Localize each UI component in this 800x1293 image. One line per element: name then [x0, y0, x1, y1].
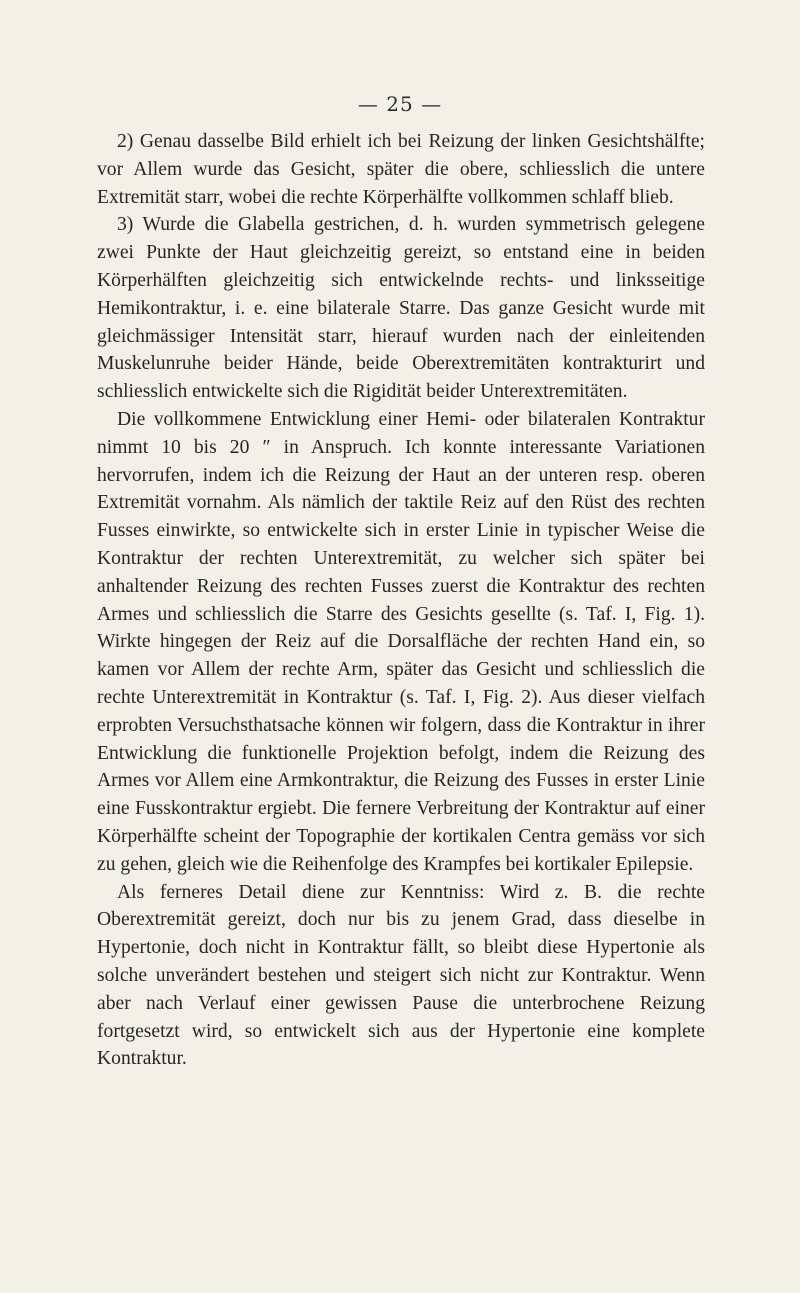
paragraph-4: Als ferneres Detail diene zur Kenntniss: Wird z. B. die rechte Oberextremität gereizt, doch nur bis zu jenem Grad, dass dieselbe in Hypertonie, doch nicht in Kontraktur fällt, so bleibt diese Hypertonie als solche unverändert bestehen und steigert sich nicht zur Kontraktur. Wenn aber nach Verlauf einer gewissen Pause die unterbrochene Reizung fortgesetzt wird, so entwickelt sich aus der Hypertonie eine komplete Kontraktur.: [97, 881, 705, 1070]
paragraph-3: Die vollkommene Entwicklung einer Hemi- oder bilateralen Kontraktur nimmt 10 bis 20 ″ in Anspruch. Ich konnte interessante Variationen hervorrufen, indem ich die Reizung der Haut an der unteren resp. oberen Extremität vornahm. Als nämlich der taktile Reiz auf den Rüst des rechten Fusses einwirkte, so entwickelte sich in erster Linie in typischer Weise die Kontraktur der rechten Unterextremität, zu welcher sich später bei anhaltender Reizung des rechten Fusses zuerst die Kontraktur des rechten Armes und schliesslich die Starre des Gesichts gesellte (s. Taf. I, Fig. 1). Wirkte hingegen der Reiz auf die Dorsalfläche der rechten Hand ein, so kamen vor Allem der rechte Arm, später das Gesicht und schliesslich die rechte Unterextremität in Kontraktur (s. Taf. I, Fig. 2). Aus dieser vielfach erprobten Versuchsthatsache können wir folgern, dass die Kontraktur in ihrer Entwicklung die funktionelle Projektion befolgt, indem die Reizung des Armes vor Allem eine Armkontraktur, die Reizung des Fusses in erster Linie eine Fusskontraktur ergiebt. Die fernere Verbreitung der Kontraktur auf einer Körperhälfte scheint der Topographie der kortikalen Centra gemäss vor sich zu gehen, gleich wie die Reihenfolge des Krampfes bei kortikaler Epilepsie.: [97, 408, 705, 875]
paragraph-2: 3) Wurde die Glabella gestrichen, d. h. wurden symmetrisch gelegene zwei Punkte der Haut gleichzeitig gereizt, so entstand eine in beiden Körperhälften gleichzeitig sich entwickelnde rechts- und linksseitige Hemikontraktur, i. e. eine bilaterale Starre. Das ganze Gesicht wurde mit gleichmässiger Intensität starr, hierauf wurden nach der einleitenden Muskelunruhe beider Hände, beide Oberextremitäten kontrakturirt und schliesslich entwickelte sich die Rigidität beider Unterextremitäten.: [97, 214, 705, 403]
page-number: — 25 —: [357, 92, 443, 116]
page-text-body: [97, 128, 705, 1073]
paragraph-1: 2) Genau dasselbe Bild erhielt ich bei Reizung der linken Gesichtshälfte; vor Allem wurde das Gesicht, später die obere, schliesslich die untere Extremität starr, wobei die rechte Körperhälfte vollkommen schlaff blieb.: [97, 131, 705, 208]
